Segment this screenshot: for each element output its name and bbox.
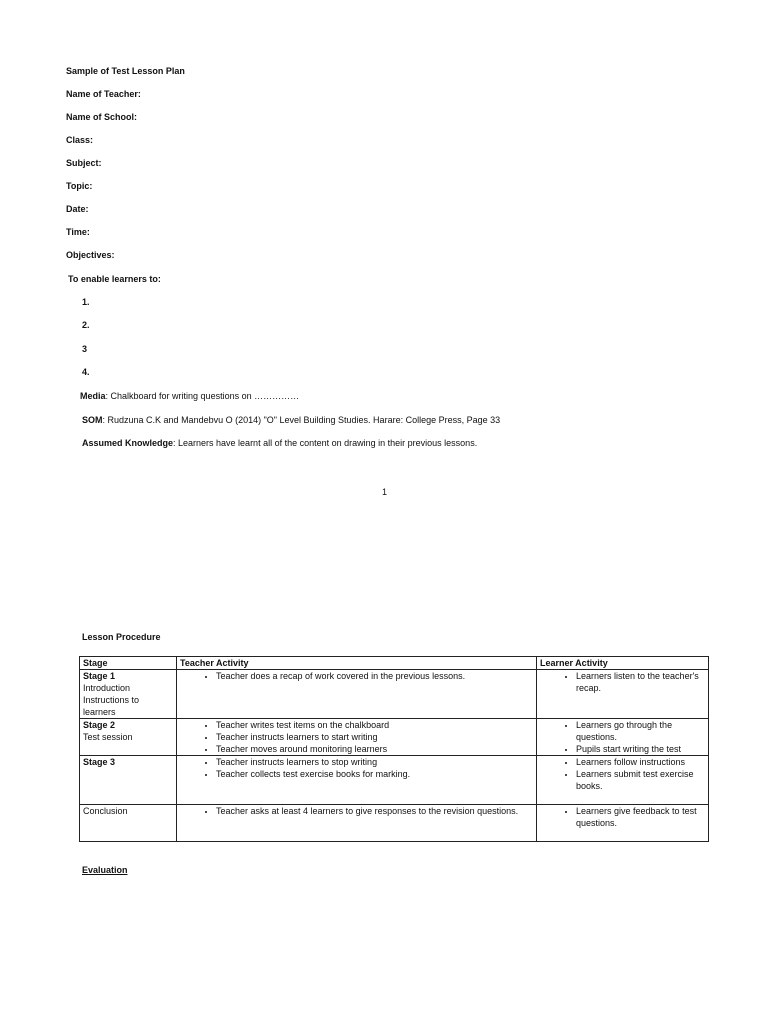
assumed-knowledge-line <box>82 438 477 448</box>
media-line <box>80 391 299 401</box>
stage-description: Conclusion <box>83 806 128 816</box>
list-item: • Pupils start writing the test <box>576 743 705 755</box>
objective-number-1: 1. <box>82 297 90 307</box>
stage-cell <box>80 756 177 805</box>
list-item: • Learners go through the questions. <box>576 719 705 743</box>
field-objectives: Objectives: <box>66 250 115 260</box>
lesson-procedure-table <box>79 656 709 842</box>
learner-activity-cell <box>537 670 709 719</box>
field-name-of-teacher: Name of Teacher: <box>66 89 141 99</box>
som-label: SOM <box>82 415 103 425</box>
objective-number-2: 2. <box>82 320 90 330</box>
column-header-learner-activity: Learner Activity <box>537 657 709 670</box>
stage-description: Introduction Instructions to learners <box>83 683 140 717</box>
table-row <box>80 719 709 756</box>
objective-number-3: 3 <box>82 344 88 354</box>
stage-description: Test session <box>83 732 133 742</box>
column-header-stage: Stage <box>80 657 177 670</box>
lesson-procedure-title: Lesson Procedure <box>82 632 161 642</box>
list-item: • Teacher moves around monitoring learners <box>216 743 533 755</box>
field-name-of-school: Name of School: <box>66 112 138 122</box>
field-date: Date: <box>66 204 89 214</box>
list-item: • Learners listen to the teacher's recap. <box>576 670 705 694</box>
teacher-activity-cell <box>177 756 537 805</box>
list-item: • Teacher writes test items on the chalkboard <box>216 719 533 731</box>
list-item: • Teacher instructs learners to stop writing <box>216 756 533 768</box>
evaluation-heading: Evaluation <box>82 865 128 875</box>
list-item: • Teacher collects test exercise books for marking. <box>216 768 533 780</box>
field-subject: Subject: <box>66 158 102 168</box>
column-header-teacher-activity: Teacher Activity <box>177 657 537 670</box>
assumed-knowledge-label: Assumed Knowledge <box>82 438 174 448</box>
field-topic: Topic: <box>66 181 93 191</box>
learner-activity-cell <box>537 805 709 842</box>
som-line <box>82 415 500 425</box>
assumed-knowledge-text: : Learners have learnt all of the content on drawing in their previous lessons. <box>173 438 478 448</box>
objective-number-4: 4. <box>82 367 90 377</box>
som-text: : Rudzuna C.K and Mandebvu O (2014) "O" Level Building Studies. Harare: College Press, Page 33 <box>102 415 501 425</box>
stage-cell <box>80 670 177 719</box>
table-row <box>80 805 709 842</box>
list-item: • Learners follow instructions <box>576 756 705 768</box>
field-class: Class: <box>66 135 94 145</box>
table-row <box>80 756 709 805</box>
list-item: • Learners submit test exercise books. <box>576 768 705 792</box>
list-item: • Teacher asks at least 4 learners to give responses to the revision questions. <box>216 805 533 817</box>
teacher-activity-cell <box>177 719 537 756</box>
stage-cell <box>80 805 177 842</box>
list-item: • Teacher does a recap of work covered in the previous lessons. <box>216 670 533 682</box>
stage-name: Stage 2 <box>83 720 116 730</box>
stage-cell <box>80 719 177 756</box>
media-label: Media <box>80 391 106 401</box>
table-row <box>80 670 709 719</box>
page-number: 1 <box>382 487 388 497</box>
stage-name: Stage 3 <box>83 757 116 767</box>
document-title: Sample of Test Lesson Plan <box>66 66 185 76</box>
learner-activity-cell <box>537 719 709 756</box>
teacher-activity-cell <box>177 670 537 719</box>
objectives-intro: To enable learners to: <box>68 274 161 284</box>
list-item: • Learners give feedback to test questions. <box>576 805 705 829</box>
media-text: : Chalkboard for writing questions on …………… <box>105 391 300 401</box>
teacher-activity-cell <box>177 805 537 842</box>
stage-name: Stage 1 <box>83 671 116 681</box>
field-time: Time: <box>66 227 90 237</box>
table-header-row <box>80 657 709 670</box>
learner-activity-cell <box>537 756 709 805</box>
list-item: • Teacher instructs learners to start writing <box>216 731 533 743</box>
